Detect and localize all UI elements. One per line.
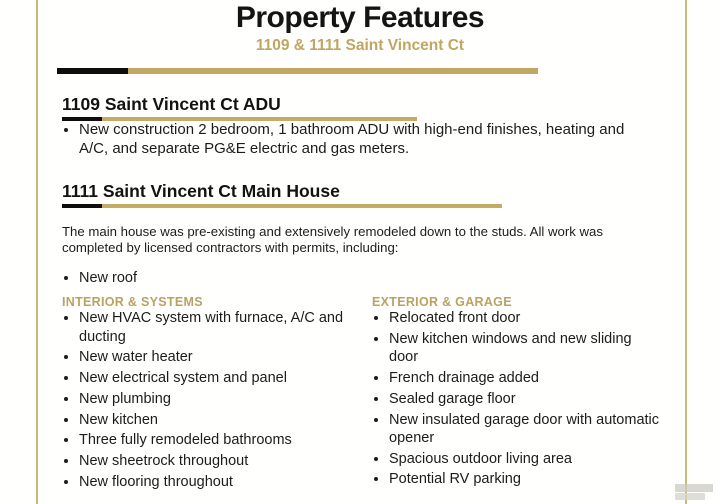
list-item: • New sheetrock throughout	[79, 452, 362, 470]
main-house-top-bullet-list	[62, 269, 662, 287]
list-item: • Relocated front door	[389, 309, 662, 327]
list-item: • Spacious outdoor living area	[389, 450, 662, 468]
column-exterior-garage	[372, 295, 662, 493]
list-item: • French drainage added	[389, 369, 662, 387]
page-content	[62, 95, 662, 494]
main-house-heading-rule	[62, 204, 502, 208]
interior-bullet-list	[62, 309, 362, 491]
list-item: • New water heater	[79, 348, 362, 366]
rule-black-segment	[62, 204, 102, 208]
list-item: • New electrical system and panel	[79, 369, 362, 387]
list-item: • New kitchen	[79, 411, 362, 429]
list-item: • Three fully remodeled bathrooms	[79, 431, 362, 449]
list-item: • New HVAC system with furnace, A/C and ducting	[79, 309, 362, 346]
header-divider-bar	[57, 68, 538, 74]
list-item: • Sealed garage floor	[389, 390, 662, 408]
exterior-bullet-list	[372, 309, 662, 488]
column-header-exterior: EXTERIOR & GARAGE	[372, 295, 512, 310]
section-heading-adu: 1109 Saint Vincent Ct ADU	[62, 93, 281, 114]
list-item: • New roof	[79, 269, 662, 287]
watermark-logo	[675, 484, 713, 500]
right-gold-border	[685, 0, 687, 504]
page-subtitle: 1109 & 1111 Saint Vincent Ct	[255, 36, 465, 54]
column-interior-systems	[62, 295, 362, 493]
feature-columns	[62, 295, 662, 493]
column-header-interior: INTERIOR & SYSTEMS	[62, 295, 203, 310]
watermark-line	[675, 493, 705, 500]
divider-black-segment	[57, 68, 128, 74]
list-item: • New construction 2 bedroom, 1 bathroom ADU with high-end finishes, heating and A/C, and separate PG&E electric and gas meters.	[79, 121, 654, 159]
main-house-intro-paragraph: The main house was pre-existing and extensively remodeled down to the studs. All work was completed by licensed contractors with permits, including:	[62, 223, 603, 255]
left-gold-border	[36, 0, 38, 504]
list-item: • New insulated garage door with automatic opener	[389, 411, 662, 448]
divider-gold-segment	[128, 68, 538, 74]
list-item: • New plumbing	[79, 390, 362, 408]
list-item: • Potential RV parking	[389, 470, 662, 488]
section-heading-main-house: 1111 Saint Vincent Ct Main House	[62, 180, 340, 201]
list-item: • New flooring throughout	[79, 473, 362, 491]
watermark-line	[675, 484, 713, 492]
list-item: • New kitchen windows and new sliding door	[389, 330, 662, 367]
rule-gold-segment	[102, 204, 502, 208]
page-title: Property Features	[235, 1, 485, 34]
adu-bullet-list	[62, 121, 654, 159]
page-header	[0, 0, 720, 55]
